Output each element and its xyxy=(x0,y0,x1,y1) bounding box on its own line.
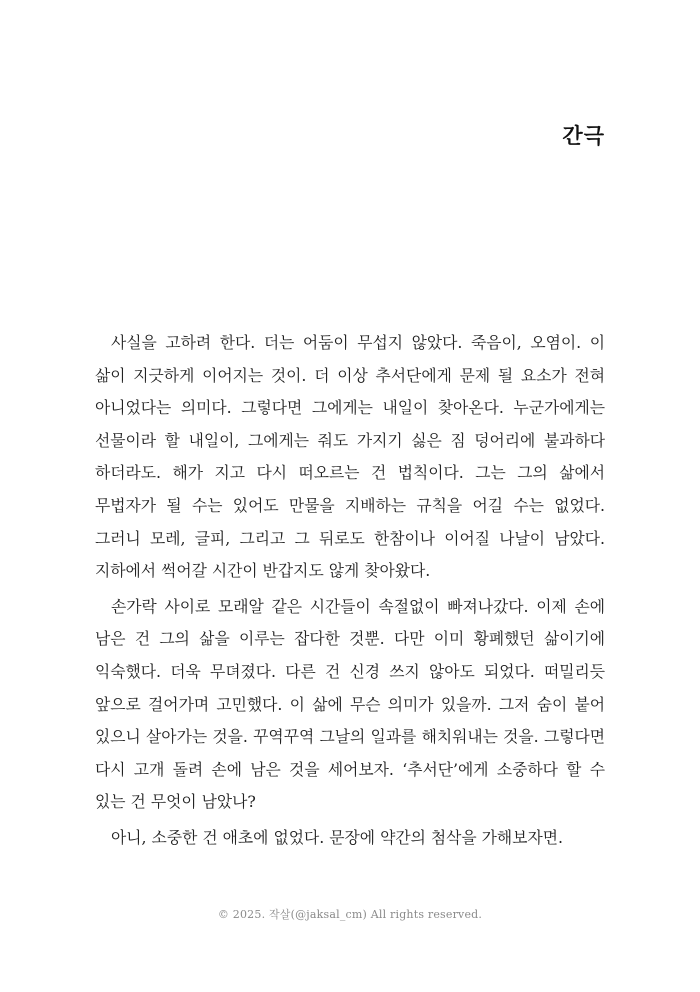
paragraph-3: 아니, 소중한 건 애초에 없었다. 문장에 약간의 첨삭을 가해보자면. xyxy=(111,827,563,847)
copyright-footer: © 2025. 작살(@jaksal_cm) All rights reserved. xyxy=(217,908,483,921)
paragraph-1: 사실을 고하려 한다. 더는 어둠이 무섭지 않았다. 죽음이, 오염이. 이 삶이 지긋하게 이어지는 것이. 더 이상 추서단에게 문제 될 요소가 전혀 아니었다는 의미다. 그렇다면 그에게는 내일이 찾아온다. 누군가에게는 선물이라 할 내일이, 그에게는 줘도 가지기 싫은 짐 덩어리에 불과하다 하더라도. 해가 지고 다시 떠오르는 건 법칙이다. 그는 그의 삶에서 무법자가 될 수는 있어도 만물을 지배하는 규칙을 어길 수는 없었다. 그러니 모레, 글피, 그리고 그 뒤로도 한참이나 이어질 나날이 남았다. 지하에서 썩어갈 시간이 반갑지도 않게 찾아왔다. xyxy=(95,333,605,581)
paragraph-2: 손가락 사이로 모래알 같은 시간들이 속절없이 빠져나갔다. 이제 손에 남은 건 그의 삶을 이루는 잡다한 것뿐. 다만 이미 황폐했던 삶이기에 익숙했다. 더욱 무뎌졌다. 다른 건 신경 쓰지 않아도 되었다. 떠밀리듯 앞으로 걸어가며 고민했다. 이 삶에 무슨 의미가 있을까. 그저 숨이 붙어 있으니 살아가는 것을. 꾸역꾸역 그날의 일과를 해치워내는 것을. 그렇다면 다시 고개 돌려 손에 남은 것을 세어보자. ‘추서단’에게 소중하다 할 수 있는 건 무엇이 남았나? xyxy=(95,596,605,812)
chapter-title: 간극 xyxy=(562,124,605,148)
body-text xyxy=(95,327,605,858)
